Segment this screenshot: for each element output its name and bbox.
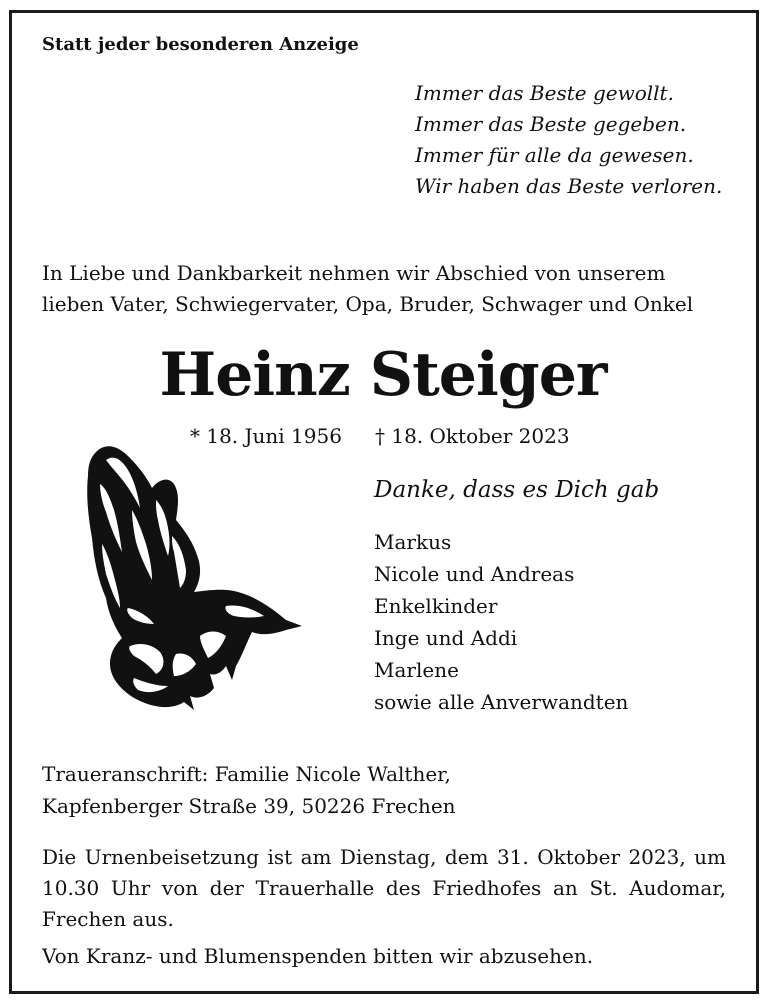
funeral-line: 10.30 Uhr von der Trauerhalle des Friedhofes an St. Audomar, xyxy=(42,876,726,900)
mourner: Marlene xyxy=(374,658,459,682)
mourner: sowie alle Anverwandten xyxy=(374,690,629,714)
intro-line: In Liebe und Dankbarkeit nehmen wir Abschied von unserem xyxy=(42,261,666,285)
mourners-list xyxy=(374,526,628,718)
poem-line: Immer das Beste gegeben. xyxy=(415,112,687,136)
deceased-name: Heinz Steiger xyxy=(159,340,607,410)
funeral-line: Die Urnenbeisetzung ist am Dienstag, dem 31. Oktober 2023, um xyxy=(42,845,726,869)
birth-date: * 18. Juni 1956 xyxy=(190,424,342,448)
poem-line: Wir haben das Beste verloren. xyxy=(415,174,723,198)
praying-hands-icon xyxy=(76,440,306,715)
mourner: Enkelkinder xyxy=(374,594,498,618)
death-date: † 18. Oktober 2023 xyxy=(375,424,570,448)
poem-line: Immer für alle da gewesen. xyxy=(415,143,694,167)
thanks-line: Danke, dass es Dich gab xyxy=(374,477,660,503)
funeral-line: Frechen aus. xyxy=(42,907,174,931)
address-line: Traueranschrift: Familie Nicole Walther, xyxy=(42,762,451,786)
intro-text xyxy=(42,258,693,320)
header-note: Statt jeder besonderen Anzeige xyxy=(42,34,359,55)
poem xyxy=(415,78,722,202)
flowers-note: Von Kranz- und Blumenspenden bitten wir abzusehen. xyxy=(42,944,594,968)
intro-line: lieben Vater, Schwiegervater, Opa, Bruder, Schwager und Onkel xyxy=(42,292,694,316)
mourner: Markus xyxy=(374,530,452,554)
address-line: Kapfenberger Straße 39, 50226 Frechen xyxy=(42,794,456,818)
poem-line: Immer das Beste gewollt. xyxy=(415,81,674,105)
mourner: Nicole und Andreas xyxy=(374,562,575,586)
funeral-notice xyxy=(42,842,726,935)
mourner: Inge und Addi xyxy=(374,626,518,650)
mourning-address xyxy=(42,758,456,822)
